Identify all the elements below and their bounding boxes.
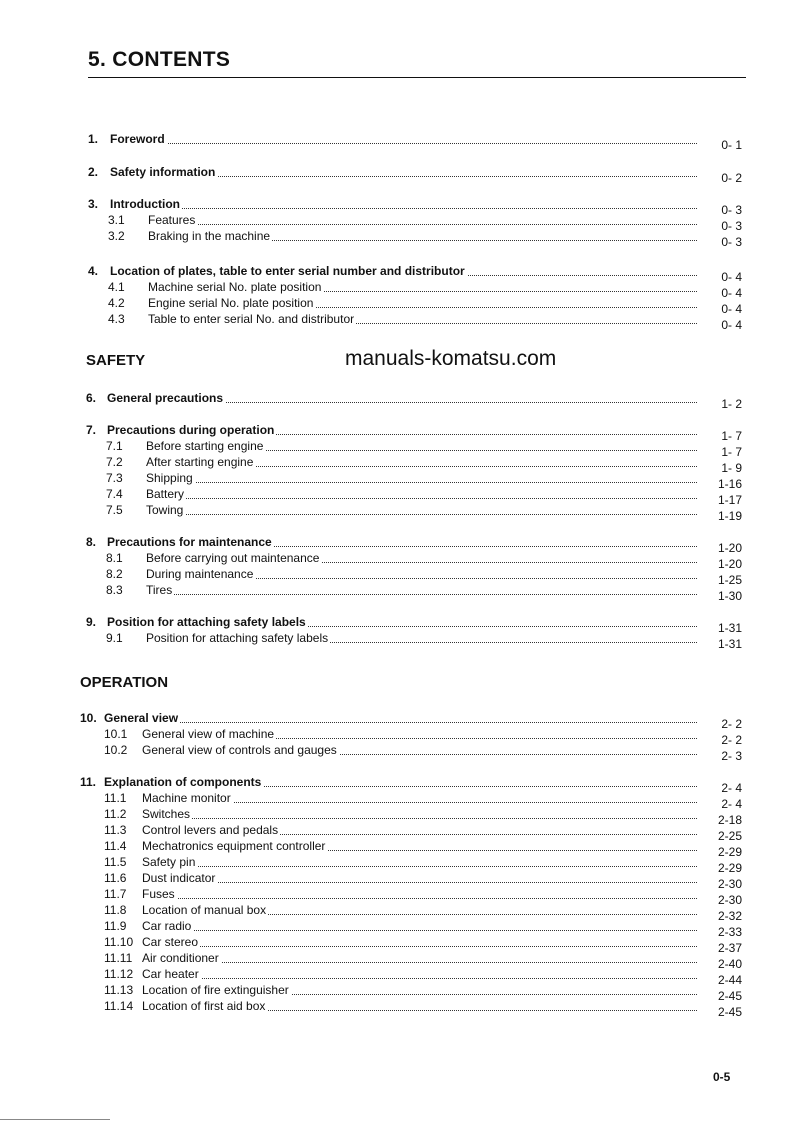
toc-subentry[interactable] <box>0 582 791 603</box>
entry-number: 3.1 <box>108 213 125 227</box>
entry-label: Fuses <box>142 887 175 901</box>
entry-number: 11.12 <box>104 967 134 981</box>
toc-group <box>0 390 791 411</box>
entry-page: 1-30 <box>717 589 742 603</box>
entry-page: 2-40 <box>717 957 742 971</box>
toc-group <box>0 164 791 185</box>
entry-page: 1-16 <box>717 477 742 491</box>
entry-label: Position for attaching safety labels <box>107 615 306 629</box>
entry-number: 3. <box>88 197 99 211</box>
entry-label: Shipping <box>146 471 193 485</box>
toc-subentry[interactable] <box>0 742 791 763</box>
section-heading-safety: SAFETY <box>86 352 146 369</box>
dot-leader <box>104 710 697 723</box>
entry-number: 8.1 <box>106 551 123 565</box>
entry-number: 11.5 <box>104 855 127 869</box>
entry-page: 2-29 <box>717 861 742 875</box>
entry-label: Explanation of components <box>104 775 262 789</box>
entry-label: During maintenance <box>146 567 254 581</box>
dot-leader <box>110 131 697 144</box>
entry-page: 0- 4 <box>721 286 742 300</box>
entry-label: After starting engine <box>146 455 254 469</box>
toc-group <box>0 774 791 1019</box>
entry-label: Introduction <box>110 197 180 211</box>
entry-page: 2-29 <box>717 845 742 859</box>
toc-subentry[interactable] <box>0 502 791 523</box>
toc-group <box>0 422 791 523</box>
toc-subentry[interactable] <box>0 212 791 233</box>
entry-label: Mechatronics equipment controller <box>142 839 326 853</box>
entry-label: Location of fire extinguisher <box>142 983 289 997</box>
entry-label: General view <box>104 711 179 725</box>
entry-label: Machine serial No. plate position <box>148 280 322 294</box>
toc-subentry[interactable] <box>0 454 791 475</box>
toc-subentry[interactable] <box>0 550 791 571</box>
entry-page: 0- 1 <box>721 138 742 152</box>
entry-page: 2- 3 <box>721 749 742 763</box>
watermark: manuals-komatsu.com <box>345 347 557 370</box>
entry-page: 2-45 <box>717 989 742 1003</box>
entry-number: 4.2 <box>108 296 125 310</box>
entry-page: 1-31 <box>717 637 742 651</box>
entry-page: 0- 2 <box>721 171 742 185</box>
toc-group <box>0 534 791 603</box>
entry-page: 0- 4 <box>721 318 742 332</box>
entry-number: 11.4 <box>104 839 127 853</box>
entry-number: 11.1 <box>104 791 127 805</box>
entry-label: Before carrying out maintenance <box>146 551 320 565</box>
entry-label: Machine monitor <box>142 791 231 805</box>
entry-number: 11.6 <box>104 871 127 885</box>
toc-group <box>0 263 791 332</box>
toc-subentry[interactable] <box>0 279 791 300</box>
toc-group <box>0 614 791 651</box>
entry-page: 2-37 <box>717 941 742 955</box>
entry-number: 11.11 <box>104 951 133 965</box>
toc-subentry[interactable] <box>0 470 791 491</box>
entry-number: 6. <box>86 391 97 405</box>
entry-page: 1-25 <box>717 573 742 587</box>
toc-entry[interactable] <box>0 534 791 555</box>
dot-leader <box>142 966 697 979</box>
entry-number: 4.3 <box>108 312 125 326</box>
entry-page: 1-17 <box>717 493 742 507</box>
entry-label: Safety information <box>110 165 216 179</box>
entry-number: 10. <box>80 711 97 725</box>
entry-page: 2- 2 <box>721 717 742 731</box>
entry-label: Car heater <box>142 967 199 981</box>
toc-entry[interactable] <box>0 131 791 152</box>
dot-leader <box>146 470 697 483</box>
entry-number: 11.7 <box>104 887 127 901</box>
entry-page: 0- 3 <box>721 235 742 249</box>
entry-page: 2-30 <box>717 893 742 907</box>
entry-page: 1-19 <box>717 509 742 523</box>
toc-subentry[interactable] <box>0 934 791 955</box>
entry-page: 1- 7 <box>721 445 742 459</box>
toc-subentry[interactable] <box>0 950 791 971</box>
toc-subentry[interactable] <box>0 886 791 907</box>
entry-number: 1. <box>88 132 99 146</box>
toc-subentry[interactable] <box>0 806 791 827</box>
entry-label: Air conditioner <box>142 951 219 965</box>
entry-label: Foreword <box>110 132 165 146</box>
toc-entry[interactable] <box>0 614 791 635</box>
entry-page: 1-20 <box>717 541 742 555</box>
entry-number: 3.2 <box>108 229 125 243</box>
entry-label: Location of manual box <box>142 903 267 917</box>
entry-label: Location of plates, table to enter serial number and distributor <box>110 264 465 278</box>
toc-subentry[interactable] <box>0 486 791 507</box>
toc-subentry[interactable] <box>0 630 791 651</box>
section-heading-operation: OPERATION <box>80 674 169 691</box>
dot-leader <box>142 870 697 883</box>
entry-number: 10.2 <box>104 743 128 757</box>
toc-subentry[interactable] <box>0 726 791 747</box>
entry-label: Braking in the machine <box>148 229 271 243</box>
page-title: 5. CONTENTS <box>88 48 231 71</box>
toc-subentry[interactable] <box>0 902 791 923</box>
entry-label: General view of machine <box>142 727 275 741</box>
entry-number: 11.13 <box>104 983 134 997</box>
entry-page: 1- 9 <box>721 461 742 475</box>
dot-leader <box>148 212 697 225</box>
entry-number: 11.14 <box>104 999 134 1013</box>
entry-page: 1- 2 <box>721 397 742 411</box>
toc-group <box>0 131 791 152</box>
entry-number: 11.2 <box>104 807 127 821</box>
toc-entry[interactable] <box>0 263 791 284</box>
dot-leader <box>142 886 697 899</box>
entry-number: 7.1 <box>106 439 123 453</box>
entry-label: Position for attaching safety labels <box>146 631 329 645</box>
entry-label: Dust indicator <box>142 871 216 885</box>
toc-subentry[interactable] <box>0 998 791 1019</box>
dot-leader <box>146 582 697 595</box>
entry-page: 2- 4 <box>721 781 742 795</box>
entry-label: Battery <box>146 487 185 501</box>
entry-label: Control levers and pedals <box>142 823 279 837</box>
entry-number: 11. <box>80 775 97 789</box>
entry-page: 0- 4 <box>721 270 742 284</box>
dot-leader <box>110 196 697 209</box>
toc-subentry[interactable] <box>0 982 791 1003</box>
footer-rule <box>0 1119 110 1120</box>
entry-number: 11.10 <box>104 935 134 949</box>
entry-page: 0- 3 <box>721 219 742 233</box>
toc-group <box>0 196 791 249</box>
entry-number: 4.1 <box>108 280 125 294</box>
toc-subentry[interactable] <box>0 854 791 875</box>
entry-label: Features <box>148 213 196 227</box>
toc-subentry[interactable] <box>0 566 791 587</box>
entry-number: 11.3 <box>104 823 127 837</box>
entry-label: Engine serial No. plate position <box>148 296 314 310</box>
toc-subentry[interactable] <box>0 311 791 332</box>
entry-label: Towing <box>146 503 184 517</box>
toc-subentry[interactable] <box>0 918 791 939</box>
dot-leader <box>142 950 697 963</box>
toc-entry[interactable] <box>0 422 791 443</box>
toc-subentry[interactable] <box>0 966 791 987</box>
entry-page: 2- 4 <box>721 797 742 811</box>
toc-entry[interactable] <box>0 774 791 795</box>
page-number: 0-5 <box>713 1070 731 1084</box>
entry-page: 2-30 <box>717 877 742 891</box>
entry-label: General precautions <box>107 391 224 405</box>
dot-leader <box>142 854 697 867</box>
entry-number: 10.1 <box>104 727 128 741</box>
toc-subentry[interactable] <box>0 790 791 811</box>
entry-page: 1-20 <box>717 557 742 571</box>
entry-number: 7.4 <box>106 487 123 501</box>
entry-page: 2-45 <box>717 1005 742 1019</box>
entry-page: 2-25 <box>717 829 742 843</box>
entry-number: 9.1 <box>106 631 123 645</box>
entry-page: 2-32 <box>717 909 742 923</box>
toc-subentry[interactable] <box>0 822 791 843</box>
toc-entry[interactable] <box>0 164 791 185</box>
entry-label: Table to enter serial No. and distributor <box>148 312 355 326</box>
entry-number: 8.3 <box>106 583 123 597</box>
entry-label: Switches <box>142 807 191 821</box>
entry-number: 11.8 <box>104 903 127 917</box>
entry-number: 11.9 <box>104 919 127 933</box>
entry-label: General view of controls and gauges <box>142 743 337 757</box>
entry-page: 1-31 <box>717 621 742 635</box>
entry-label: Precautions for maintenance <box>107 535 272 549</box>
entry-number: 8. <box>86 535 97 549</box>
entry-number: 4. <box>88 264 99 278</box>
entry-number: 7. <box>86 423 97 437</box>
toc-group <box>0 710 791 763</box>
entry-number: 2. <box>88 165 99 179</box>
entry-label: Car radio <box>142 919 192 933</box>
dot-leader <box>142 918 697 931</box>
toc-subentry[interactable] <box>0 438 791 459</box>
entry-page: 2-44 <box>717 973 742 987</box>
title-rule <box>88 77 746 78</box>
entry-page: 1- 7 <box>721 429 742 443</box>
entry-label: Safety pin <box>142 855 196 869</box>
entry-label: Precautions during operation <box>107 423 275 437</box>
dot-leader <box>142 806 697 819</box>
toc-subentry[interactable] <box>0 870 791 891</box>
dot-leader <box>146 486 697 499</box>
toc-subentry[interactable] <box>0 228 791 249</box>
toc-subentry[interactable] <box>0 295 791 316</box>
entry-page: 0- 3 <box>721 203 742 217</box>
dot-leader <box>142 934 697 947</box>
toc-entry[interactable] <box>0 390 791 411</box>
entry-number: 7.2 <box>106 455 123 469</box>
entry-number: 9. <box>86 615 97 629</box>
toc-subentry[interactable] <box>0 838 791 859</box>
entry-label: Tires <box>146 583 173 597</box>
dot-leader <box>146 502 697 515</box>
entry-number: 7.5 <box>106 503 123 517</box>
entry-label: Location of first aid box <box>142 999 266 1013</box>
entry-label: Car stereo <box>142 935 199 949</box>
entry-number: 7.3 <box>106 471 123 485</box>
entry-page: 0- 4 <box>721 302 742 316</box>
toc-entry[interactable] <box>0 710 791 731</box>
entry-page: 2-18 <box>717 813 742 827</box>
entry-page: 2- 2 <box>721 733 742 747</box>
entry-page: 2-33 <box>717 925 742 939</box>
entry-number: 8.2 <box>106 567 123 581</box>
entry-label: Before starting engine <box>146 439 264 453</box>
toc-entry[interactable] <box>0 196 791 217</box>
